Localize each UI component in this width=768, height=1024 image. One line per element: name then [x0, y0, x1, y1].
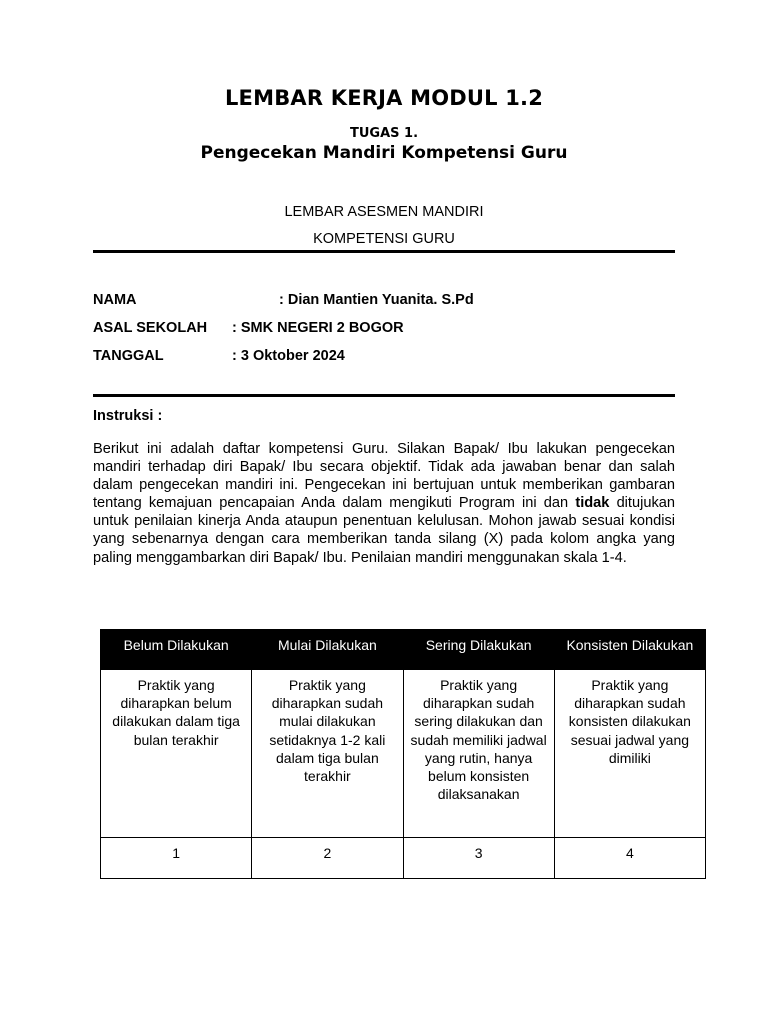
instructions-paragraph	[93, 440, 675, 567]
field-label: TANGGAL	[93, 348, 164, 364]
instructions-text-2: ditujukan untuk penilaian kinerja Anda ataupun penentuan kelulusan. Mohon jawab sesuai kondisi yang sebenarnya dengan cara memberikan tanda silang (X) pada kolom angka yang paling menggambarkan diri Bapak/ Ibu. Penilaian mandiri menggunakan skala 1-4.	[93, 495, 675, 566]
instructions-label: Instruksi :	[93, 408, 163, 424]
rating-scale-table	[100, 629, 706, 879]
task-label: TUGAS 1.	[349, 126, 419, 141]
field-value: : Dian Mantien Yuanita. S.Pd	[279, 292, 474, 308]
score-cell[interactable]: 3	[403, 838, 554, 879]
header-cell: Mulai Dilakukan	[252, 630, 403, 670]
field-label: NAMA	[93, 292, 137, 308]
header-cell: Konsisten Dilakukan	[554, 630, 705, 670]
table-row	[101, 838, 706, 879]
description-cell: Praktik yang diharapkan sudah konsisten dilakukan sesuai jadwal yang dimiliki	[554, 670, 705, 838]
instructions-text-1: Berikut ini adalah daftar kompetensi Guru. Silakan Bapak/ Ibu lakukan pengecekan mandiri terhadap diri Bapak/ Ibu secara objektif. Tidak ada jawaban benar dan salah dalam pengecekan mandiri ini. Pengecekan ini bertujuan untuk memberikan gambaran tentang kemajuan pencapaian Anda dalam mengikuti Program ini dan	[93, 441, 675, 512]
description-cell: Praktik yang diharapkan sudah mulai dilakukan setidaknya 1-2 kali dalam tiga bulan terakhir	[252, 670, 403, 838]
document-title: LEMBAR KERJA MODUL 1.2	[224, 86, 544, 110]
sheet-title-line-1: LEMBAR ASESMEN MANDIRI	[284, 204, 484, 220]
sheet-title-line-2: KOMPETENSI GURU	[313, 231, 455, 247]
task-title: Pengecekan Mandiri Kompetensi Guru	[200, 143, 568, 163]
field-value: : 3 Oktober 2024	[232, 348, 345, 364]
score-cell[interactable]: 2	[252, 838, 403, 879]
description-cell: Praktik yang diharapkan belum dilakukan dalam tiga bulan terakhir	[101, 670, 252, 838]
instructions-bold-word: tidak	[575, 495, 610, 512]
score-cell[interactable]: 4	[554, 838, 705, 879]
divider-bottom	[93, 394, 675, 397]
field-value: : SMK NEGERI 2 BOGOR	[232, 320, 404, 336]
table-row	[101, 670, 706, 838]
table-header-row	[101, 630, 706, 670]
description-cell: Praktik yang diharapkan sudah sering dilakukan dan sudah memiliki jadwal yang rutin, hanya belum konsisten dilaksanakan	[403, 670, 554, 838]
score-cell[interactable]: 1	[101, 838, 252, 879]
divider-top	[93, 250, 675, 253]
field-label: ASAL SEKOLAH	[93, 320, 208, 336]
header-cell: Belum Dilakukan	[101, 630, 252, 670]
header-cell: Sering Dilakukan	[403, 630, 554, 670]
